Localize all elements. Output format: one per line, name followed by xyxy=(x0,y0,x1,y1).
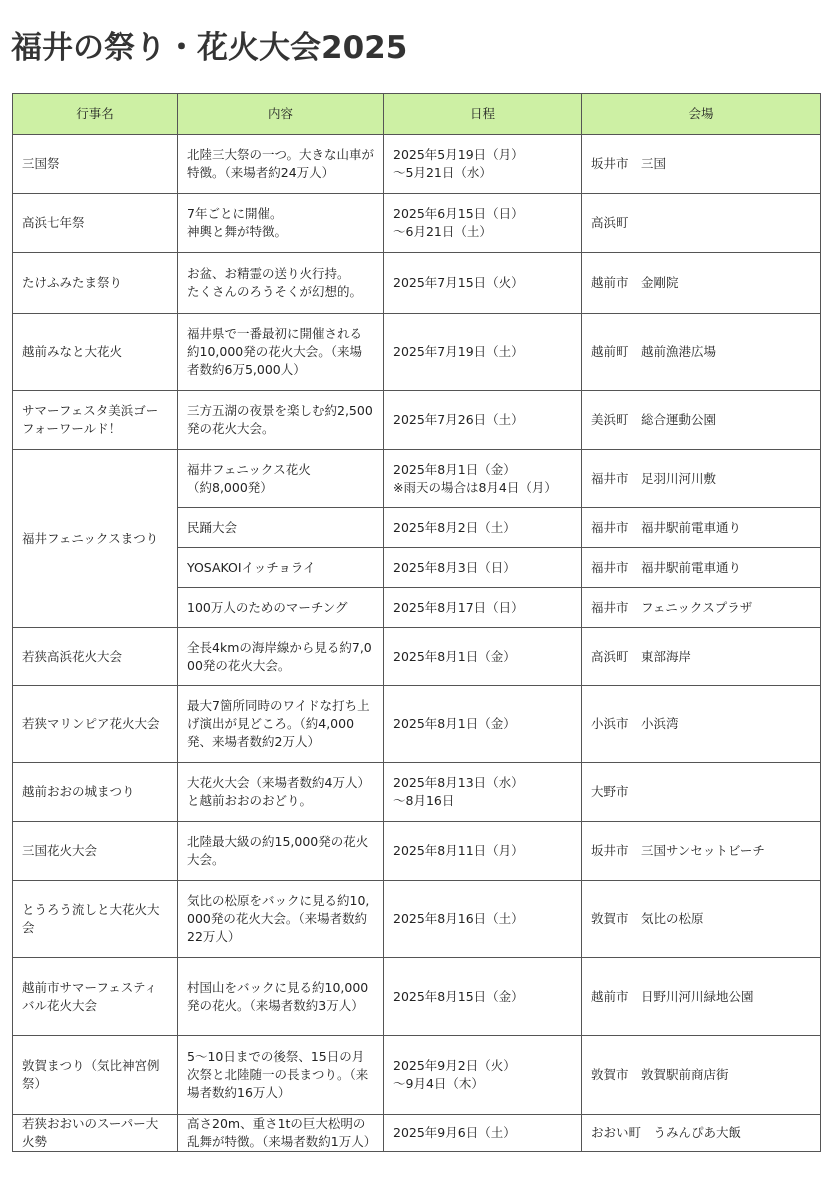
table-row xyxy=(13,686,821,763)
table-row xyxy=(13,194,821,253)
content-cell: 福井県で一番最初に開催される約10,000発の花火大会。（来場者数約6万5,000人） xyxy=(178,314,384,391)
schedule-cell: 2025年8月1日（金） xyxy=(384,686,582,763)
content-cell: 最大7箇所同時のワイドな打ち上げ演出が見どころ。（約4,000発、来場者数約2万人） xyxy=(178,686,384,763)
venue-cell: 越前市 日野川河川緑地公園 xyxy=(582,958,821,1036)
table-row xyxy=(13,314,821,391)
content-cell: 7年ごとに開催。 神輿と舞が特徴。 xyxy=(178,194,384,253)
schedule-cell: 2025年9月6日（土） xyxy=(384,1115,582,1152)
table-row xyxy=(13,391,821,450)
content-cell: 北陸三大祭の一つ。大きな山車が特徴。（来場者約24万人） xyxy=(178,135,384,194)
schedule-cell: 2025年7月15日（火） xyxy=(384,253,582,314)
schedule-cell: 2025年9月2日（火） 〜9月4日（木） xyxy=(384,1036,582,1115)
content-cell: 民踊大会 xyxy=(178,508,384,548)
table-row xyxy=(13,881,821,958)
content-cell: 気比の松原をバックに見る約10,000発の花火大会。（来場者数約22万人） xyxy=(178,881,384,958)
table-row xyxy=(13,1115,821,1152)
venue-cell: 越前町 越前漁港広場 xyxy=(582,314,821,391)
venue-cell: 小浜市 小浜湾 xyxy=(582,686,821,763)
content-cell: 福井フェニックス花火 （約8,000発） xyxy=(178,450,384,508)
venue-cell: 福井市 フェニックスプラザ xyxy=(582,588,821,628)
event-name-cell: 越前市サマーフェスティバル花火大会 xyxy=(13,958,178,1036)
table-row xyxy=(13,763,821,822)
schedule-cell: 2025年8月1日（金） xyxy=(384,628,582,686)
schedule-cell: 2025年7月19日（土） xyxy=(384,314,582,391)
event-name-cell: 敦賀まつり（気比神宮例祭） xyxy=(13,1036,178,1115)
schedule-cell: 2025年8月2日（土） xyxy=(384,508,582,548)
content-cell: 全長4kmの海岸線から見る約7,000発の花火大会。 xyxy=(178,628,384,686)
content-cell: YOSAKOIイッチョライ xyxy=(178,548,384,588)
venue-cell: 敦賀市 敦賀駅前商店街 xyxy=(582,1036,821,1115)
event-name-cell: 越前おおの城まつり xyxy=(13,763,178,822)
venue-cell: 福井市 福井駅前電車通り xyxy=(582,548,821,588)
table-row xyxy=(13,450,821,508)
schedule-cell: 2025年6月15日（日） 〜6月21日（土） xyxy=(384,194,582,253)
schedule-cell: 2025年8月16日（土） xyxy=(384,881,582,958)
table-row xyxy=(13,1036,821,1115)
schedule-cell: 2025年8月17日（日） xyxy=(384,588,582,628)
header-schedule: 日程 xyxy=(384,94,582,135)
schedule-cell: 2025年8月11日（月） xyxy=(384,822,582,881)
event-name-cell: 若狭マリンピア花火大会 xyxy=(13,686,178,763)
venue-cell: 高浜町 xyxy=(582,194,821,253)
schedule-cell: 2025年5月19日（月） 〜5月21日（水） xyxy=(384,135,582,194)
event-name-cell: 三国花火大会 xyxy=(13,822,178,881)
schedule-cell: 2025年8月15日（金） xyxy=(384,958,582,1036)
header-content: 内容 xyxy=(178,94,384,135)
venue-cell: 美浜町 総合運動公園 xyxy=(582,391,821,450)
event-name-cell: 高浜七年祭 xyxy=(13,194,178,253)
header-event-name: 行事名 xyxy=(13,94,178,135)
page-title: 福井の祭り・花火大会2025 xyxy=(11,30,408,66)
content-cell: 5〜10日までの後祭、15日の月次祭と北陸随一の長まつり。（来場者数約16万人） xyxy=(178,1036,384,1115)
table-row xyxy=(13,253,821,314)
content-cell: 高さ20m、重さ1tの巨大松明の乱舞が特徴。（来場者数約1万人） xyxy=(178,1115,384,1152)
event-name-cell: 越前みなと大花火 xyxy=(13,314,178,391)
venue-cell: 坂井市 三国サンセットビーチ xyxy=(582,822,821,881)
venue-cell: 敦賀市 気比の松原 xyxy=(582,881,821,958)
schedule-cell: 2025年8月13日（水） 〜8月16日 xyxy=(384,763,582,822)
event-name-cell: 若狭高浜花火大会 xyxy=(13,628,178,686)
venue-cell: 大野市 xyxy=(582,763,821,822)
content-cell: 村国山をバックに見る約10,000発の花火。（来場者数約3万人） xyxy=(178,958,384,1036)
table-row xyxy=(13,822,821,881)
venue-cell: 坂井市 三国 xyxy=(582,135,821,194)
event-name-cell: たけふみたま祭り xyxy=(13,253,178,314)
event-name-cell: 若狭おおいのスーパー大火勢 xyxy=(13,1115,178,1152)
venue-cell: 福井市 足羽川河川敷 xyxy=(582,450,821,508)
table-header-row xyxy=(13,94,821,135)
venue-cell: 高浜町 東部海岸 xyxy=(582,628,821,686)
table-row xyxy=(13,135,821,194)
venue-cell: 越前市 金剛院 xyxy=(582,253,821,314)
event-name-cell: とうろう流しと大花火大会 xyxy=(13,881,178,958)
header-venue: 会場 xyxy=(582,94,821,135)
content-cell: 北陸最大級の約15,000発の花火大会。 xyxy=(178,822,384,881)
event-name-cell: 福井フェニックスまつり xyxy=(13,450,178,628)
table-body xyxy=(13,135,821,1152)
venue-cell: おおい町 うみんぴあ大飯 xyxy=(582,1115,821,1152)
table-row xyxy=(13,958,821,1036)
events-table xyxy=(12,93,821,1152)
schedule-cell: 2025年8月3日（日） xyxy=(384,548,582,588)
content-cell: 100万人のためのマーチング xyxy=(178,588,384,628)
content-cell: お盆、お精霊の送り火行持。 たくさんのろうそくが幻想的。 xyxy=(178,253,384,314)
content-cell: 三方五湖の夜景を楽しむ約2,500発の花火大会。 xyxy=(178,391,384,450)
event-name-cell: サマーフェスタ美浜ゴーフォーワールド！ xyxy=(13,391,178,450)
venue-cell: 福井市 福井駅前電車通り xyxy=(582,508,821,548)
schedule-cell: 2025年7月26日（土） xyxy=(384,391,582,450)
content-cell: 大花火大会（来場者数約4万人）と越前おおのおどり。 xyxy=(178,763,384,822)
table-row xyxy=(13,628,821,686)
schedule-cell: 2025年8月1日（金） ※雨天の場合は8月4日（月） xyxy=(384,450,582,508)
event-name-cell: 三国祭 xyxy=(13,135,178,194)
